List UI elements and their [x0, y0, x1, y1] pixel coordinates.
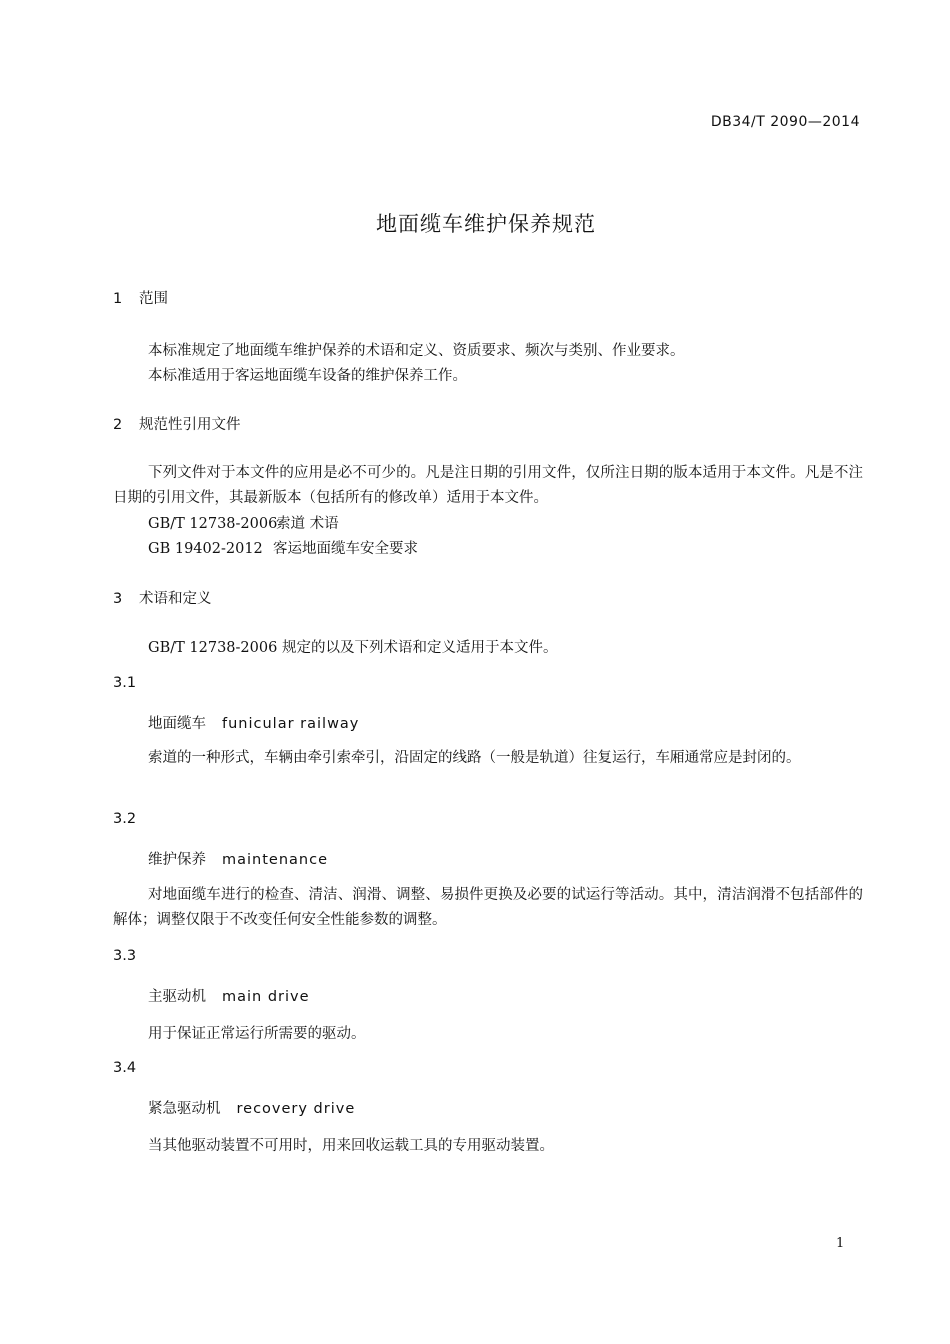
term-entry — [148, 1097, 355, 1118]
section-heading-scope — [113, 287, 168, 308]
reference-item — [148, 512, 339, 533]
reference-code: GB 19402-2012 — [148, 541, 263, 557]
term-zh: 地面缆车 — [148, 716, 206, 732]
term-en: funicular railway — [222, 716, 360, 732]
reference-item — [148, 537, 418, 558]
term-en: main drive — [222, 989, 310, 1005]
term-entry — [148, 712, 359, 733]
section-title: 术语和定义 — [139, 591, 212, 607]
section-title: 范围 — [139, 291, 168, 307]
term-zh: 紧急驱动机 — [148, 1101, 221, 1117]
term-number: 3.2 — [113, 811, 137, 827]
term-zh: 维护保养 — [148, 852, 206, 868]
term-entry — [148, 848, 328, 869]
page-number: 1 — [836, 1236, 845, 1251]
section-number: 3 — [113, 591, 123, 607]
terms-intro: GB/T 12738-2006 规定的以及下列术语和定义适用于本文件。 — [148, 640, 558, 656]
section-number: 1 — [113, 291, 123, 307]
scope-paragraph: 本标准适用于客运地面缆车设备的维护保养工作。 — [148, 368, 467, 384]
section-heading-terms — [113, 587, 212, 608]
section-title: 规范性引用文件 — [139, 417, 241, 433]
term-definition: 索道的一种形式，车辆由牵引索牵引，沿固定的线路（一般是轨道）往复运行，车厢通常应是封闭的。 — [148, 750, 801, 766]
term-definition: 当其他驱动装置不可用时，用来回收运载工具的专用驱动装置。 — [148, 1138, 554, 1154]
normative-refs-intro: 下列文件对于本文件的应用是必不可少的。凡是注日期的引用文件，仅所注日期的版本适用于本文件。凡是不注日期的引用文件，其最新版本（包括所有的修改单）适用于本文件。 — [113, 465, 863, 506]
term-number: 3.4 — [113, 1060, 137, 1076]
term-entry — [148, 985, 310, 1006]
term-en: maintenance — [222, 852, 328, 868]
section-number: 2 — [113, 417, 123, 433]
reference-code: GB/T 12738-2006 — [148, 516, 278, 532]
scope-paragraph: 本标准规定了地面缆车维护保养的术语和定义、资质要求、频次与类别、作业要求。 — [148, 343, 685, 359]
reference-name: 客运地面缆车安全要求 — [273, 541, 418, 557]
standard-code: DB34/T 2090—2014 — [710, 114, 860, 130]
term-definition: 用于保证正常运行所需要的驱动。 — [148, 1026, 366, 1042]
document-title: 地面缆车维护保养规范 — [376, 212, 596, 236]
term-definition: 对地面缆车进行的检查、清洁、润滑、调整、易损件更换及必要的试运行等活动。其中，清洁润滑不包括部件的解体；调整仅限于不改变任何安全性能参数的调整。 — [113, 887, 863, 928]
term-en: recovery drive — [236, 1101, 356, 1117]
section-heading-normative-refs — [113, 413, 241, 434]
term-zh: 主驱动机 — [148, 989, 206, 1005]
term-number: 3.3 — [113, 948, 137, 964]
term-number: 3.1 — [113, 675, 137, 691]
reference-name: 索道 术语 — [276, 516, 339, 532]
